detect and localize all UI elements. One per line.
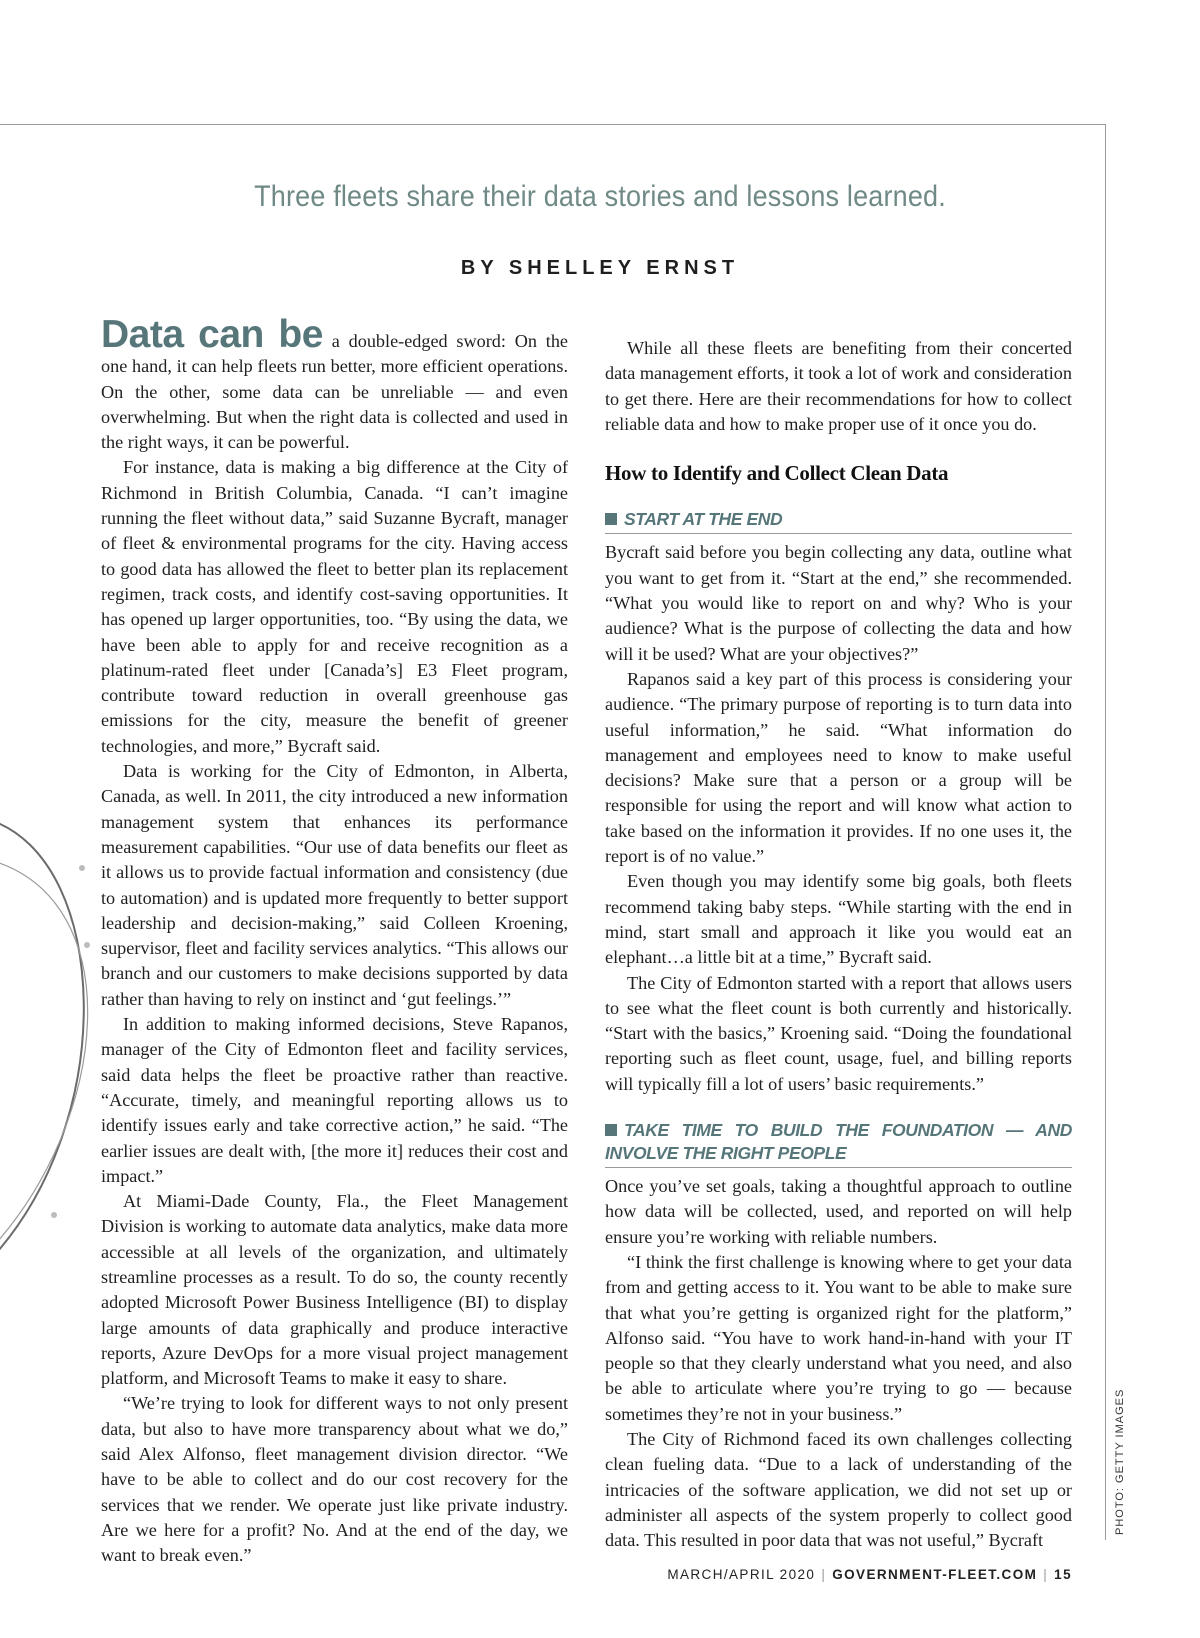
left-column <box>101 313 569 1569</box>
paragraph: Even though you may identify some big goals, both fleets recommend taking baby steps. “While starting with the end in mind, start small and approach it like you would eat an elephant…a little bit at a time,” Bycraft said. <box>605 871 1072 968</box>
subhead-text: TAKE TIME TO BUILD THE FOUNDATION — AND INVOLVE THE RIGHT PEOPLE <box>605 1120 1072 1164</box>
paragraph: In addition to making informed decisions, Steve Rapanos, manager of the City of Edmonton fleet and facility services, said data helps the fleet be proactive rather than reactive. “Accurate, timely, and meaningful reporting allows us to identify issues early and take corrective action,” he said. “The earlier issues are dealt with, [the more it] reduces their cost and impact.” <box>101 1014 568 1186</box>
subhead-build-foundation <box>605 1119 1072 1168</box>
paragraph: “We’re trying to look for different ways to not only present data, but also to have more transparency about what we do,” said Alex Alfonso, fleet management division director. “We have to be able to collect and do our cost recovery for the services that we render. We operate just like private industry. Are we here for a profit? No. And at the end of the day, we want to break even.” <box>101 1393 568 1566</box>
decorative-arc-dot <box>79 865 85 871</box>
square-bullet-icon <box>605 513 617 525</box>
paragraph: The City of Richmond faced its own challenges collecting clean fueling data. “Due to a lack of understanding of the intricacies of the software application, we did not set up or administer all aspects of the system properly to collect good data. This resulted in poor data that was not useful,” Bycraft <box>605 1428 1072 1551</box>
footer-separator: | <box>821 1567 827 1582</box>
page-number: 15 <box>1054 1567 1072 1582</box>
page-footer <box>667 1567 1072 1582</box>
site-name: GOVERNMENT-FLEET.COM <box>832 1567 1038 1582</box>
lead-in: Data can be <box>101 313 323 356</box>
footer-separator: | <box>1043 1567 1049 1582</box>
paragraph: For instance, data is making a big difference at the City of Richmond in British Columbia, Canada. “I can’t imagine running the fleet without data,” said Suzanne Bycraft, manager of fleet & environmental programs for the city. Having access to good data has allowed the fleet to better plan its replacement regimen, track costs, and identify cost-saving opportunities. It has opened up larger opportunities, too. “By using the data, we have been able to apply for and receive recognition as a platinum-rated fleet under [Canada’s] E3 Fleet program, contribute toward reduction in overall greenhouse gas emissions for the city, measure the benefit of greener technologies, and more,” Bycraft said. <box>101 457 568 756</box>
decorative-arc-outer <box>0 820 84 1260</box>
section-heading: How to Identify and Collect Clean Data <box>605 461 949 486</box>
square-bullet-icon <box>605 1124 617 1136</box>
subhead-start-at-the-end <box>605 508 1072 534</box>
paragraph <box>101 313 569 455</box>
paragraph: The City of Edmonton started with a report that allows users to see what the fleet count is both currently and historically. “Start with the basics,” Kroening said. “Doing the foundational reporting such as fleet count, usage, fuel, and billing reports will typically fill a lot of users’ basic requirements.” <box>605 972 1072 1094</box>
photo-credit: PHOTO: GETTY IMAGES <box>1114 1388 1126 1535</box>
frame-top-rule <box>0 124 1106 125</box>
paragraph: Rapanos said a key part of this process is considering your audience. “The primary purpose of reporting is to turn data into useful information,” he said. “What information do management and employees need to know to make useful decisions? Make sure that a person or a group will be responsible for using the report and will know what action to take based on the information it provides. If no one uses it, the report is of no value.” <box>605 668 1072 867</box>
paragraph-text: a double-edged sword: On the one hand, it can help fleets run better, more efficient operations. On the other, some data can be unreliable — and even overwhelming. But when the right data is collected and used in the right ways, it can be powerful. <box>101 331 569 453</box>
right-column <box>605 336 1072 1553</box>
byline: BY SHELLEY ERNST <box>460 257 740 279</box>
decorative-arc-dot <box>51 1212 57 1218</box>
paragraph: “I think the first challenge is knowing where to get your data from and getting access to it. You want to be able to make sure that what you’re getting is organized right for the platform,” Alfonso said. “You have to work hand-in-hand with your IT people so that they clearly understand what you need, and also be able to articulate where you’re trying to go — because sometimes they’re not in your business.” <box>605 1251 1072 1424</box>
paragraph: While all these fleets are benefiting from their concerted data management efforts, it took a lot of work and consideration to get there. Here are their recommendations for how to collect reliable data and how to make proper use of it once you do. <box>605 338 1072 434</box>
subhead-text: START AT THE END <box>624 509 783 530</box>
paragraph: Once you’ve set goals, taking a thoughtful approach to outline how data will be collected, used, and reported on will help ensure you’re working with reliable numbers. <box>605 1176 1072 1247</box>
paragraph: Data is working for the City of Edmonton, in Alberta, Canada, as well. In 2011, the city introduced a new information management system that enhances its performance measurement capabilities. “Our use of data benefits our fleet as it allows us to provide factual information and consistency (due to automation) and is updated more frequently to better support leadership and decision-making,” said Colleen Kroening, supervisor, fleet and facility services analytics. “This allows our branch and our customers to make decisions supported by data rather than having to rely on instinct and ‘gut feelings.’” <box>101 761 568 1009</box>
frame-right-rule <box>1105 124 1106 1540</box>
decorative-arc-dot <box>84 942 90 948</box>
issue-date: MARCH/APRIL 2020 <box>667 1567 816 1582</box>
decorative-arc-inner <box>0 860 88 1250</box>
paragraph: Bycraft said before you begin collecting any data, outline what you want to get from it. “Start at the end,” she recommended. “What you would like to report on and why? Who is your audience? What is the purpose of collecting the data and how will it be used? What are your objectives?” <box>605 542 1072 664</box>
paragraph: At Miami-Dade County, Fla., the Fleet Management Division is working to automate data analytics, make data more accessible at all levels of the organization, and ultimately streamline processes as a result. To do so, the county recently adopted Microsoft Power Business Intelligence (BI) to display large amounts of data graphically and produce interactive reports, Azure DevOps for a more visual project management platform, and Microsoft Teams to make it easy to share. <box>101 1191 568 1389</box>
article-deck: Three fleets share their data stories and lessons learned. <box>254 180 946 213</box>
